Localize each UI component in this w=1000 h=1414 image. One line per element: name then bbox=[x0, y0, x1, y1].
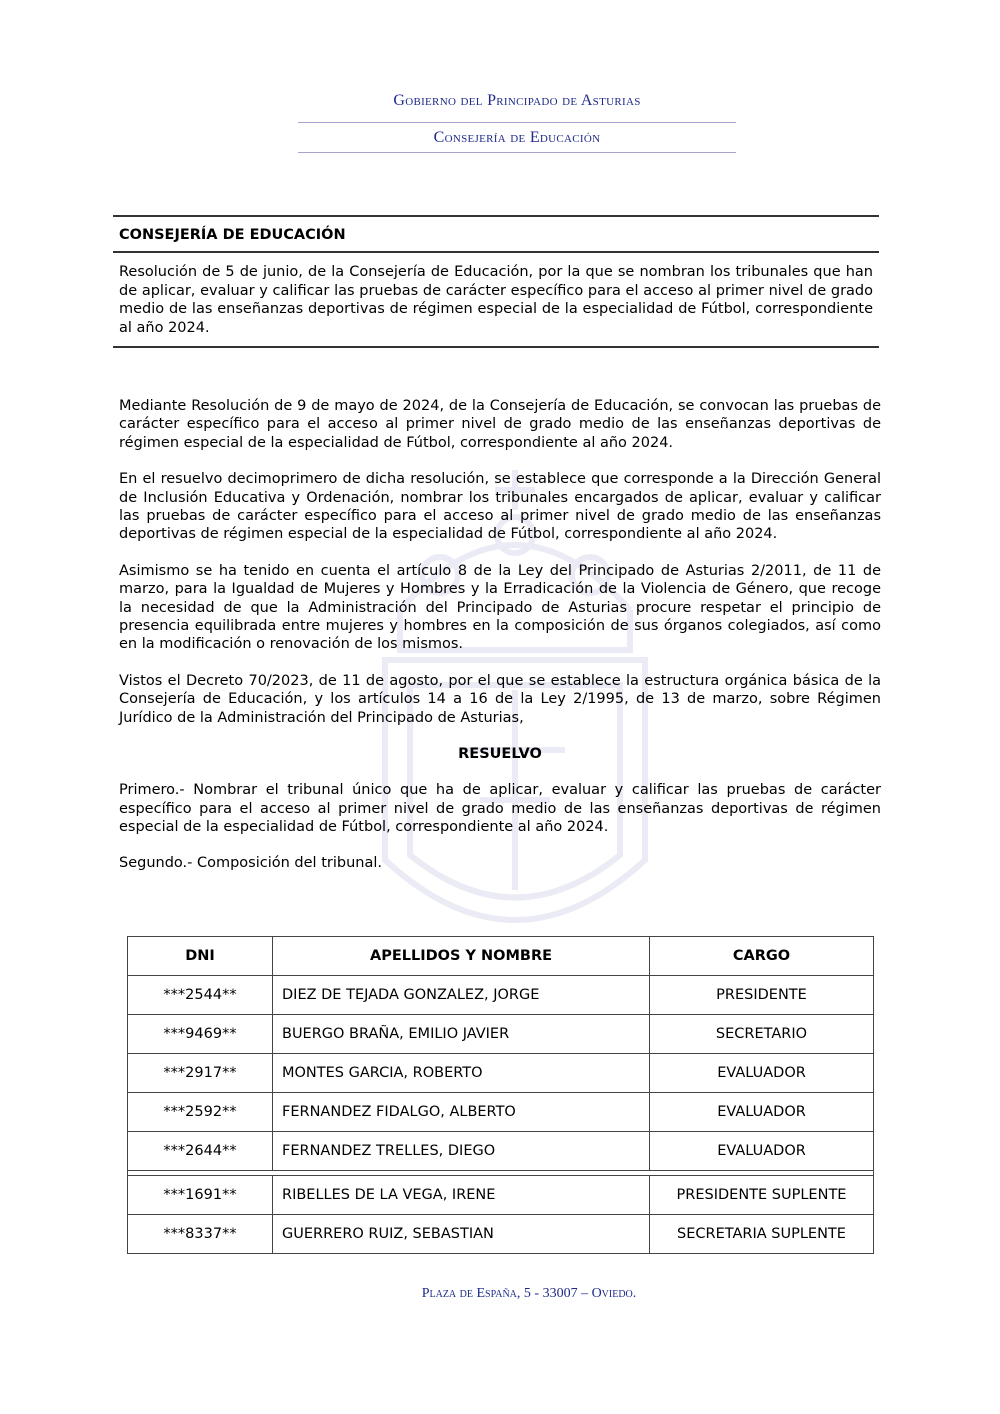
cell-dni: ***2917** bbox=[128, 1054, 273, 1093]
table-row bbox=[128, 1215, 874, 1254]
paragraph-primero: Primero.- Nombrar el tribunal único que ha de aplicar, evaluar y calificar las pruebas de carácter específico para el acceso al primer nivel de grado medio de las enseñanzas deportivas de régimen especial de la especialidad de Fútbol, correspondiente al año 2024. bbox=[119, 782, 881, 835]
cell-dni: ***2544** bbox=[128, 976, 273, 1015]
department-title: Consejería de Educación bbox=[433, 129, 601, 146]
cell-dni: ***9469** bbox=[128, 1015, 273, 1054]
cell-dni: ***1691** bbox=[128, 1176, 273, 1215]
table-row bbox=[128, 1093, 874, 1132]
cell-nombre: BUERGO BRAÑA, EMILIO JAVIER bbox=[273, 1015, 650, 1054]
cell-cargo: SECRETARIO bbox=[650, 1015, 874, 1054]
cell-dni: ***8337** bbox=[128, 1215, 273, 1254]
government-header bbox=[298, 88, 736, 153]
section-title: CONSEJERÍA DE EDUCACIÓN bbox=[119, 227, 346, 243]
cell-nombre: DIEZ DE TEJADA GONZALEZ, JORGE bbox=[273, 976, 650, 1015]
cell-nombre: MONTES GARCIA, ROBERTO bbox=[273, 1054, 650, 1093]
cell-dni: ***2644** bbox=[128, 1132, 273, 1171]
cell-nombre: RIBELLES DE LA VEGA, IRENE bbox=[273, 1176, 650, 1215]
header-dni: DNI bbox=[128, 937, 273, 976]
table-header-row bbox=[128, 937, 874, 976]
section-rule-bottom bbox=[113, 346, 879, 348]
header-rule-top bbox=[298, 122, 736, 123]
table-row bbox=[128, 1176, 874, 1215]
cell-nombre: FERNANDEZ TRELLES, DIEGO bbox=[273, 1132, 650, 1171]
cell-cargo: EVALUADOR bbox=[650, 1132, 874, 1171]
cell-cargo: EVALUADOR bbox=[650, 1054, 874, 1093]
cell-cargo: SECRETARIA SUPLENTE bbox=[650, 1215, 874, 1254]
table-row bbox=[128, 976, 874, 1015]
header-nombre: APELLIDOS Y NOMBRE bbox=[273, 937, 650, 976]
header-cargo: CARGO bbox=[650, 937, 874, 976]
cell-dni: ***2592** bbox=[128, 1093, 273, 1132]
cell-nombre: GUERRERO RUIZ, SEBASTIAN bbox=[273, 1215, 650, 1254]
document-body bbox=[119, 397, 881, 891]
section-box bbox=[113, 215, 879, 348]
table-row bbox=[128, 1132, 874, 1171]
paragraph-convocatoria: Mediante Resolución de 9 de mayo de 2024, de la Consejería de Educación, se convocan las pruebas de carácter específico para el acceso al primer nivel de grado medio de las enseñanzas deportivas de régimen especial de la especialidad de Fútbol, correspondiente al año 2024. bbox=[119, 398, 881, 451]
header-rule-bottom bbox=[298, 152, 736, 153]
cell-cargo: EVALUADOR bbox=[650, 1093, 874, 1132]
paragraph-resuelvo-decimoprimero: En el resuelvo decimoprimero de dicha resolución, se establece que corresponde a la Dirección General de Inclusión Educativa y Ordenación, nombrar los tribunales encargados de aplicar, evaluar y calificar las pruebas de carácter específico para el acceso al primer nivel de grado medio de las enseñanzas deportivas de régimen especial de la especialidad de Fútbol, correspondiente al año 2024. bbox=[119, 471, 881, 543]
section-abstract: Resolución de 5 de junio, de la Consejería de Educación, por la que se nombran los tribunales que han de aplicar, evaluar y calificar las pruebas de carácter específico para el acceso al primer nivel de grado medio de las enseñanzas deportivas de régimen especial de la especialidad de Fútbol, correspondiente al año 2024. bbox=[119, 264, 873, 336]
paragraph-segundo: Segundo.- Composición del tribunal. bbox=[119, 855, 382, 872]
government-title: Gobierno del Principado de Asturias bbox=[393, 92, 641, 109]
footer-address: Plaza de España, 5 - 33007 – Oviedo. bbox=[421, 1286, 637, 1301]
resuelvo-heading: RESUELVO bbox=[458, 746, 542, 763]
paragraph-vistos: Vistos el Decreto 70/2023, de 11 de agosto, por el que se establece la estructura orgánica básica de la Consejería de Educación, y los artículos 14 a 16 de la Ley 2/1995, de 13 de marzo, sobre Régimen Jurídico de la Administración del Principado de Asturias, bbox=[119, 672, 881, 726]
table-row bbox=[128, 1054, 874, 1093]
paragraph-igualdad: Asimismo se ha tenido en cuenta el artículo 8 de la Ley del Principado de Asturias 2/2011, de 11 de marzo, para la Igualdad de Mujeres y Hombres y la Erradicación de la Violencia de Género, que recoge la necesidad de que la Administración del Principado de Asturias procure respetar el principio de presencia equilibrada entre mujeres y hombres en la composición de sus órganos colegiados, así como en la modificación o renovación de los mismos. bbox=[119, 562, 881, 653]
table-row bbox=[128, 1015, 874, 1054]
cell-cargo: PRESIDENTE SUPLENTE bbox=[650, 1176, 874, 1215]
cell-cargo: PRESIDENTE bbox=[650, 976, 874, 1015]
cell-nombre: FERNANDEZ FIDALGO, ALBERTO bbox=[273, 1093, 650, 1132]
tribunal-table bbox=[127, 936, 874, 1254]
